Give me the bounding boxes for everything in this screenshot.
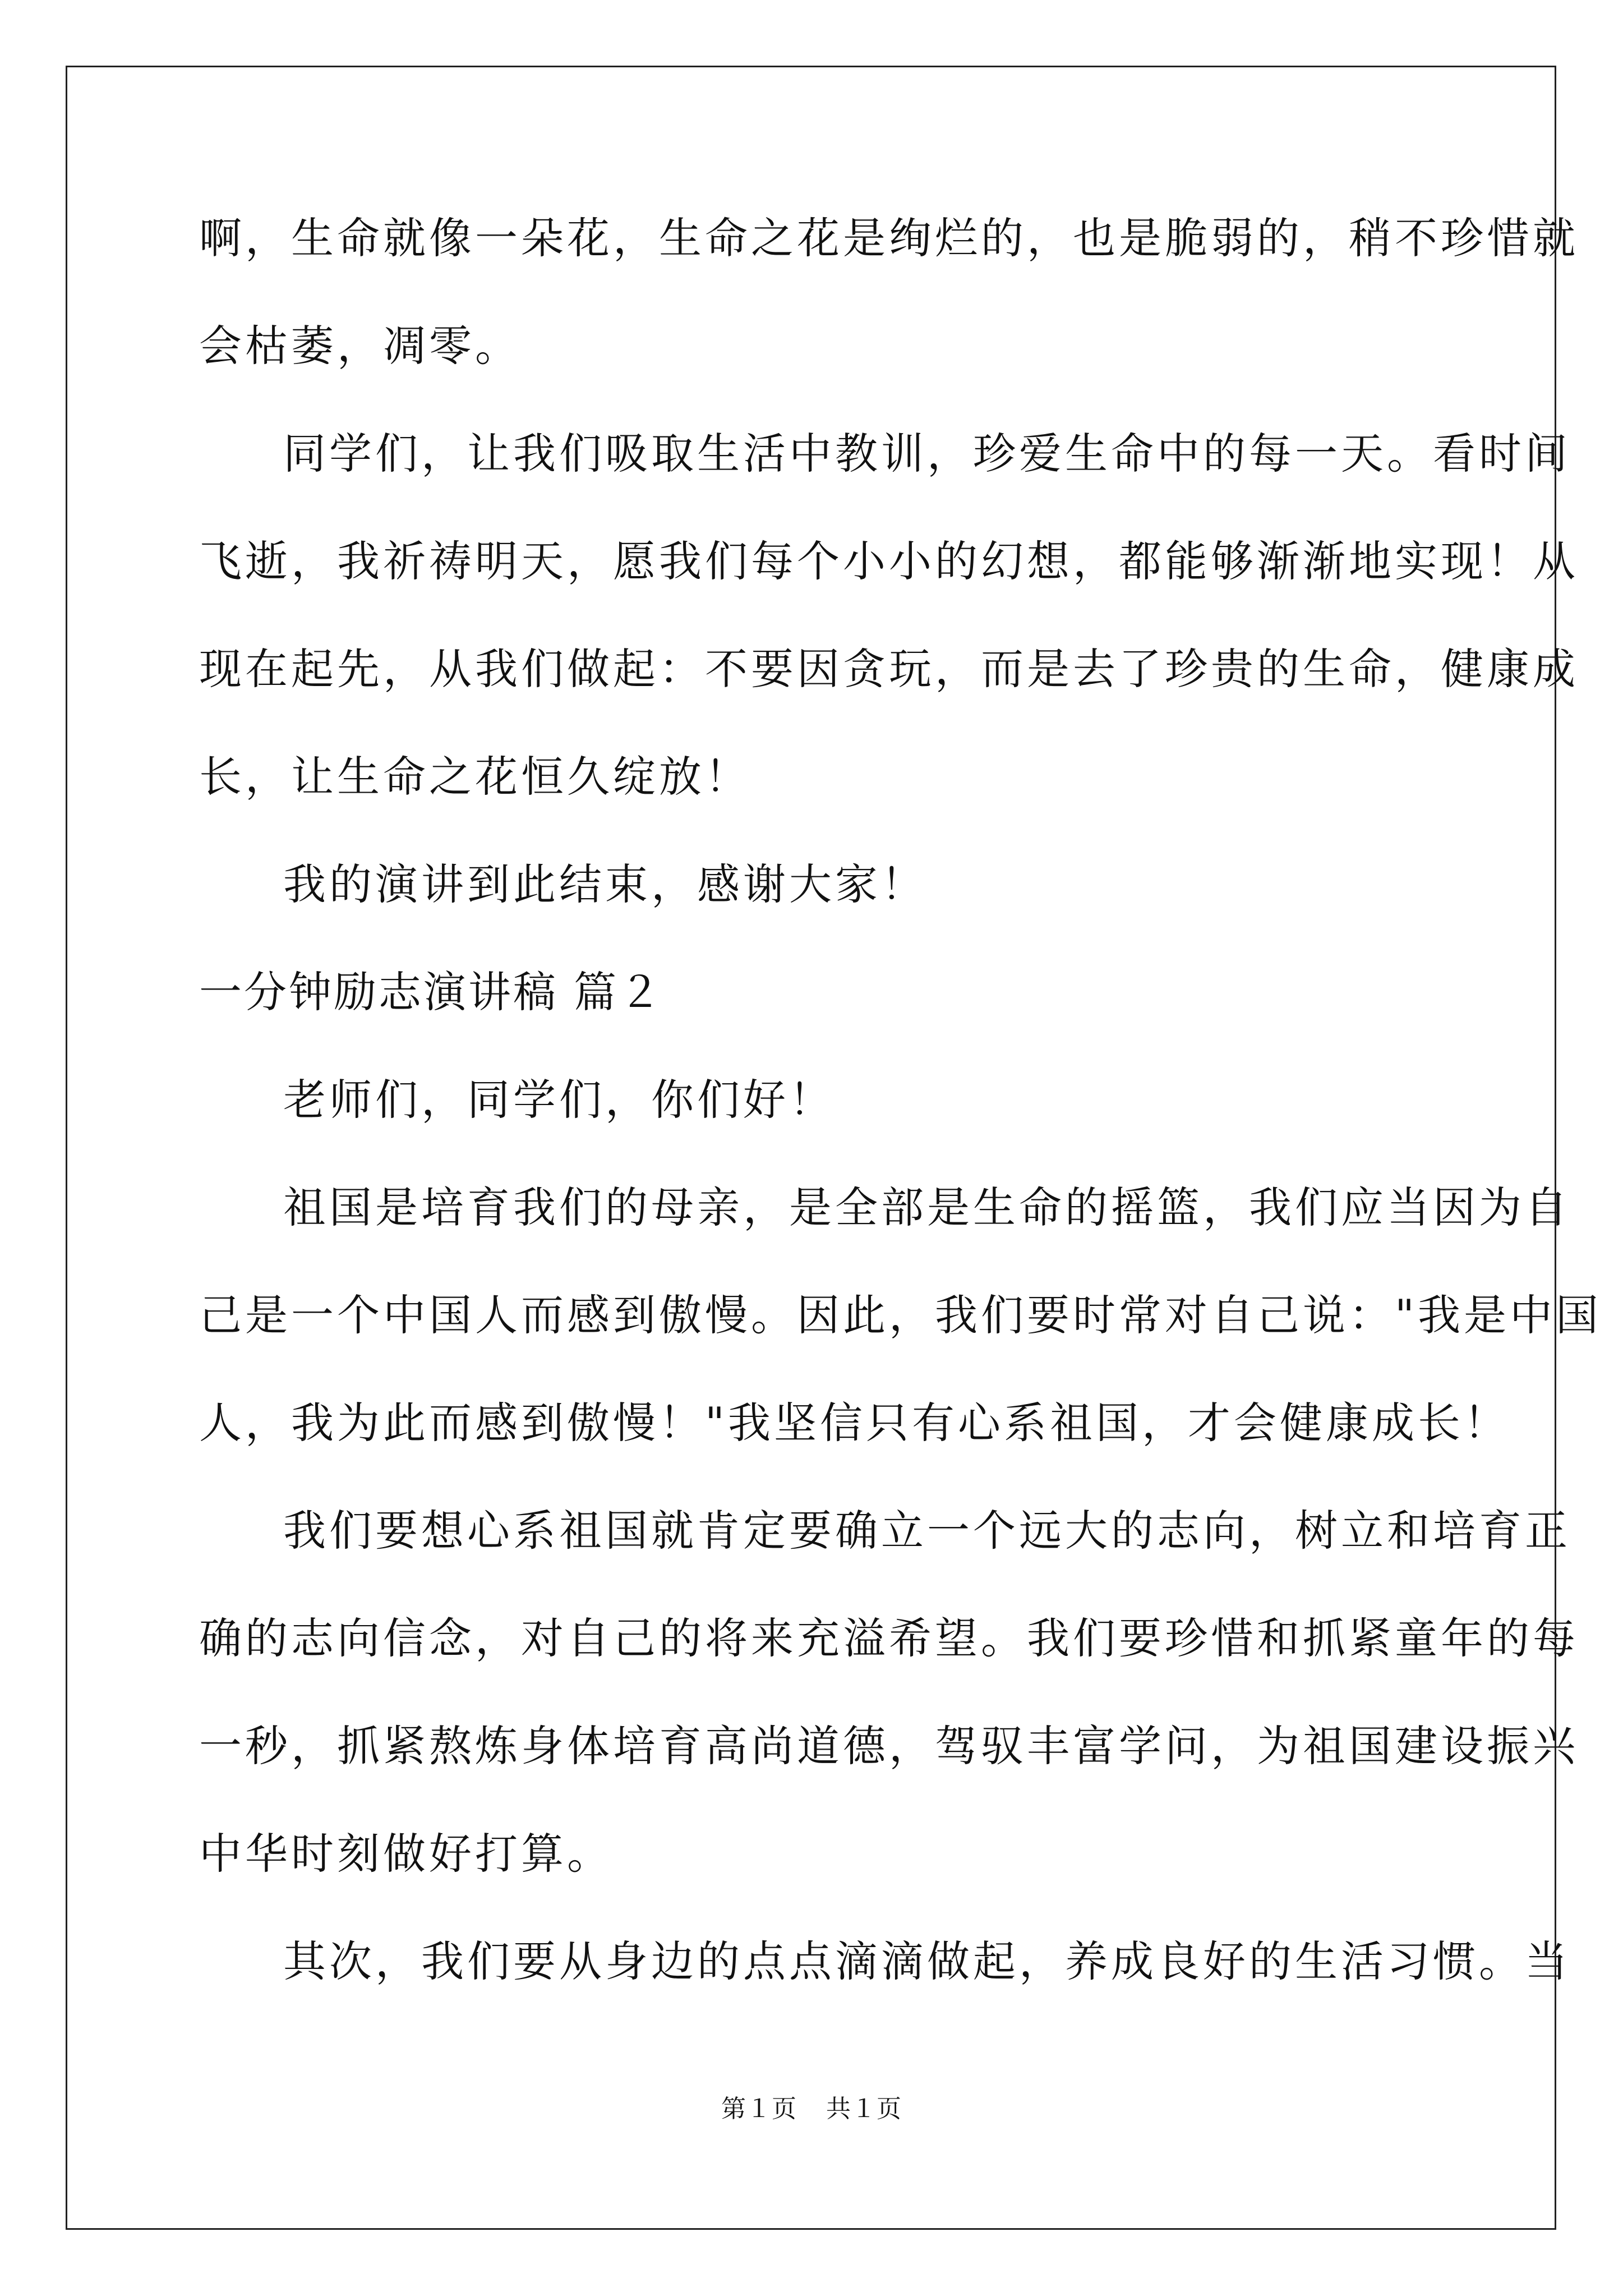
text-line: 己是一个中国人而感到傲慢。因此，我们要时常对自己说："我是中国 bbox=[199, 1290, 1602, 1340]
text-line: 会枯萎，凋零。 bbox=[199, 321, 521, 371]
text-line: 人，我为此而感到傲慢！"我坚信只有心系祖国，才会健康成长！ bbox=[199, 1398, 1510, 1448]
paragraph-3 bbox=[199, 857, 1427, 913]
text-line: 祖国是培育我们的母亲，是全部是生命的摇篮，我们应当因为自 bbox=[283, 1182, 1571, 1232]
page-total: 共１页 bbox=[826, 2095, 902, 2123]
page-number: 第１页 bbox=[721, 2095, 797, 2123]
text-line: 其次，我们要从身边的点点滴滴做起，养成良好的生活习惯。当 bbox=[283, 1936, 1571, 1986]
text-line: 我的演讲到此结束，感谢大家！ bbox=[283, 859, 927, 909]
text-line: 长，让生命之花恒久绽放！ bbox=[199, 752, 751, 802]
paragraph-6 bbox=[199, 1503, 1579, 1882]
page-footer bbox=[0, 2092, 1623, 2126]
text-line: 一秒，抓紧熬炼身体培育高尚道德，驾驭丰富学问，为祖国建设振兴 bbox=[199, 1721, 1579, 1771]
section-heading bbox=[199, 964, 1427, 1020]
paragraph-5 bbox=[199, 1180, 1602, 1451]
paragraph-greeting bbox=[199, 1072, 1427, 1128]
text-line: 现在起先，从我们做起：不要因贪玩，而是去了珍贵的生命，健康成 bbox=[199, 644, 1579, 694]
text-line: 确的志向信念，对自己的将来充溢希望。我们要珍惜和抓紧童年的每 bbox=[199, 1613, 1579, 1663]
paragraph-7 bbox=[199, 1934, 1571, 1990]
text-line: 同学们，让我们吸取生活中教训，珍爱生命中的每一天。看时间 bbox=[283, 429, 1571, 478]
text-line: 中华时刻做好打算。 bbox=[199, 1829, 613, 1879]
paragraph-1 bbox=[199, 210, 1579, 374]
text-line: 飞逝，我祈祷明天，愿我们每个小小的幻想，都能够渐渐地实现！从 bbox=[199, 536, 1579, 586]
text-line: 我们要想心系祖国就肯定要确立一个远大的志向，树立和培育正 bbox=[283, 1506, 1571, 1556]
text-line: 老师们，同学们，你们好！ bbox=[283, 1075, 835, 1125]
heading-line: 一分钟励志演讲稿 篇２ bbox=[199, 967, 664, 1017]
paragraph-2 bbox=[199, 426, 1579, 805]
document-body bbox=[199, 210, 1602, 2041]
text-line: 啊，生命就像一朵花，生命之花是绚烂的，也是脆弱的，稍不珍惜就 bbox=[199, 213, 1579, 263]
